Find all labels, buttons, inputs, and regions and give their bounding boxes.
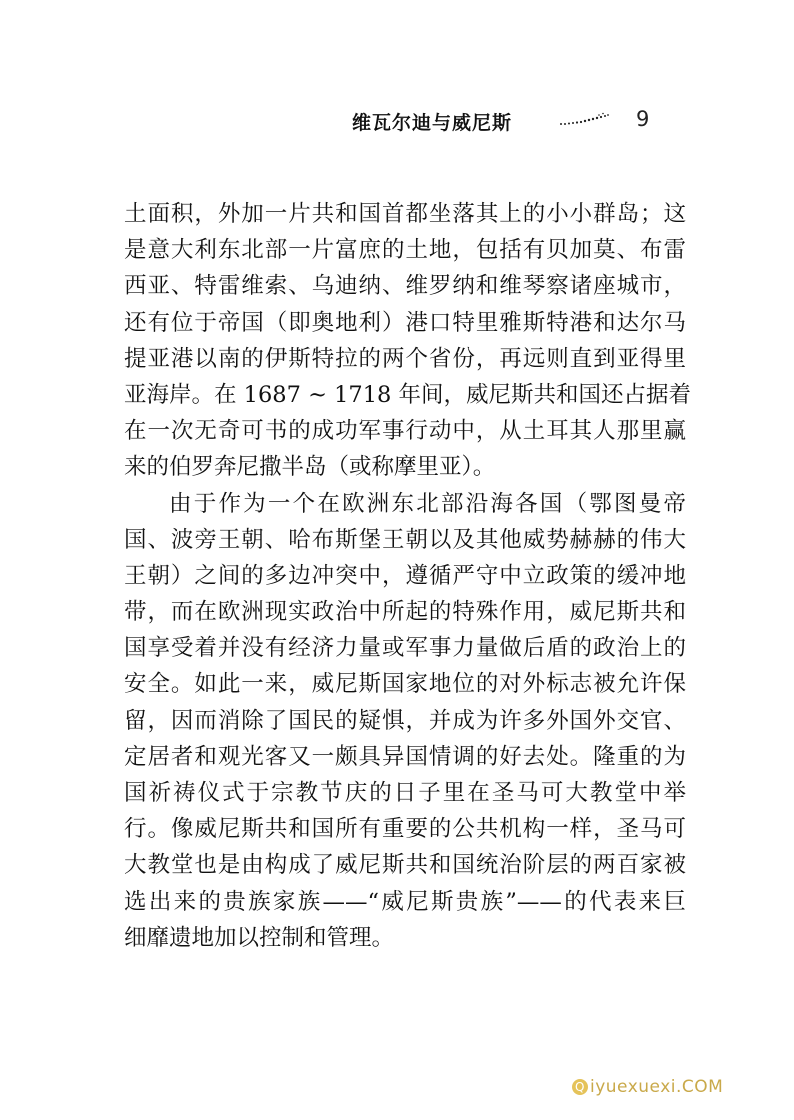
text-line: 由于作为一个在欧洲东北部沿海各国（鄂图曼帝 [169,490,686,517]
text-line: 带，而在欧洲现实政治中所起的特殊作用，威尼斯共和 [124,599,686,626]
text-line: 国、波旁王朝、哈布斯堡王朝以及其他威势赫赫的伟大 [124,526,686,553]
text-line: 大教堂也是由构成了威尼斯共和国统治阶层的两百家被 [124,852,686,879]
text-line: 王朝）之间的多边冲突中，遵循严守中立政策的缓冲地 [124,562,686,589]
text-line: 细靡遗地加以控制和管理。 [124,924,395,951]
watermark-logo-icon: Q [572,1079,588,1095]
running-header-title: 维瓦尔迪与威尼斯 [352,112,513,134]
page-number: 9 [636,107,650,131]
text-line: 提亚港以南的伊斯特拉的两个省份，再远则直到亚得里 [124,345,686,372]
text-line: 来的伯罗奔尼撒半岛（或称摩里亚）。 [124,454,496,481]
text-line: 国祈祷仪式于宗教节庆的日子里在圣马可大教堂中举 [124,780,686,806]
text-line: 土面积，外加一片共和国首都坐落其上的小小群岛；这 [124,201,686,227]
watermark-text: iyuexuexi.COM [590,1077,724,1097]
paragraph-2 [124,486,686,956]
body-text [124,196,691,956]
running-header [0,106,794,136]
paragraph-1 [124,196,691,486]
text-line: 定居者和观光客又一颇具异国情调的好去处。隆重的为 [124,743,686,770]
text-line: 在一次无奇可书的成功军事行动中，从土耳其人那里赢 [124,418,686,445]
text-line: 还有位于帝国（即奥地利）港口特里雅斯特港和达尔马 [124,309,686,336]
text-line: 选出来的贵族家族——“威尼斯贵族”——的代表来巨 [124,888,686,915]
text-line: 行。像威尼斯共和国所有重要的公共机构一样，圣马可 [124,816,686,843]
text-line: 安全。如此一来，威尼斯国家地位的对外标志被允许保 [124,671,686,698]
text-line: 西亚、特雷维索、乌迪纳、维罗纳和维琴察诸座城市， [124,273,686,300]
site-watermark [572,1077,723,1097]
text-line: 是意大利东北部一片富庶的土地，包括有贝加莫、布雷 [124,237,686,264]
text-line: 亚海岸。在 1687 ~ 1718 年间，威尼斯共和国还占据着 [124,381,691,408]
header-ornament-icon [558,110,610,128]
text-line: 留，因而消除了国民的疑惧，并成为许多外国外交官、 [124,707,686,734]
text-line: 国享受着并没有经济力量或军事力量做后盾的政治上的 [124,635,686,662]
